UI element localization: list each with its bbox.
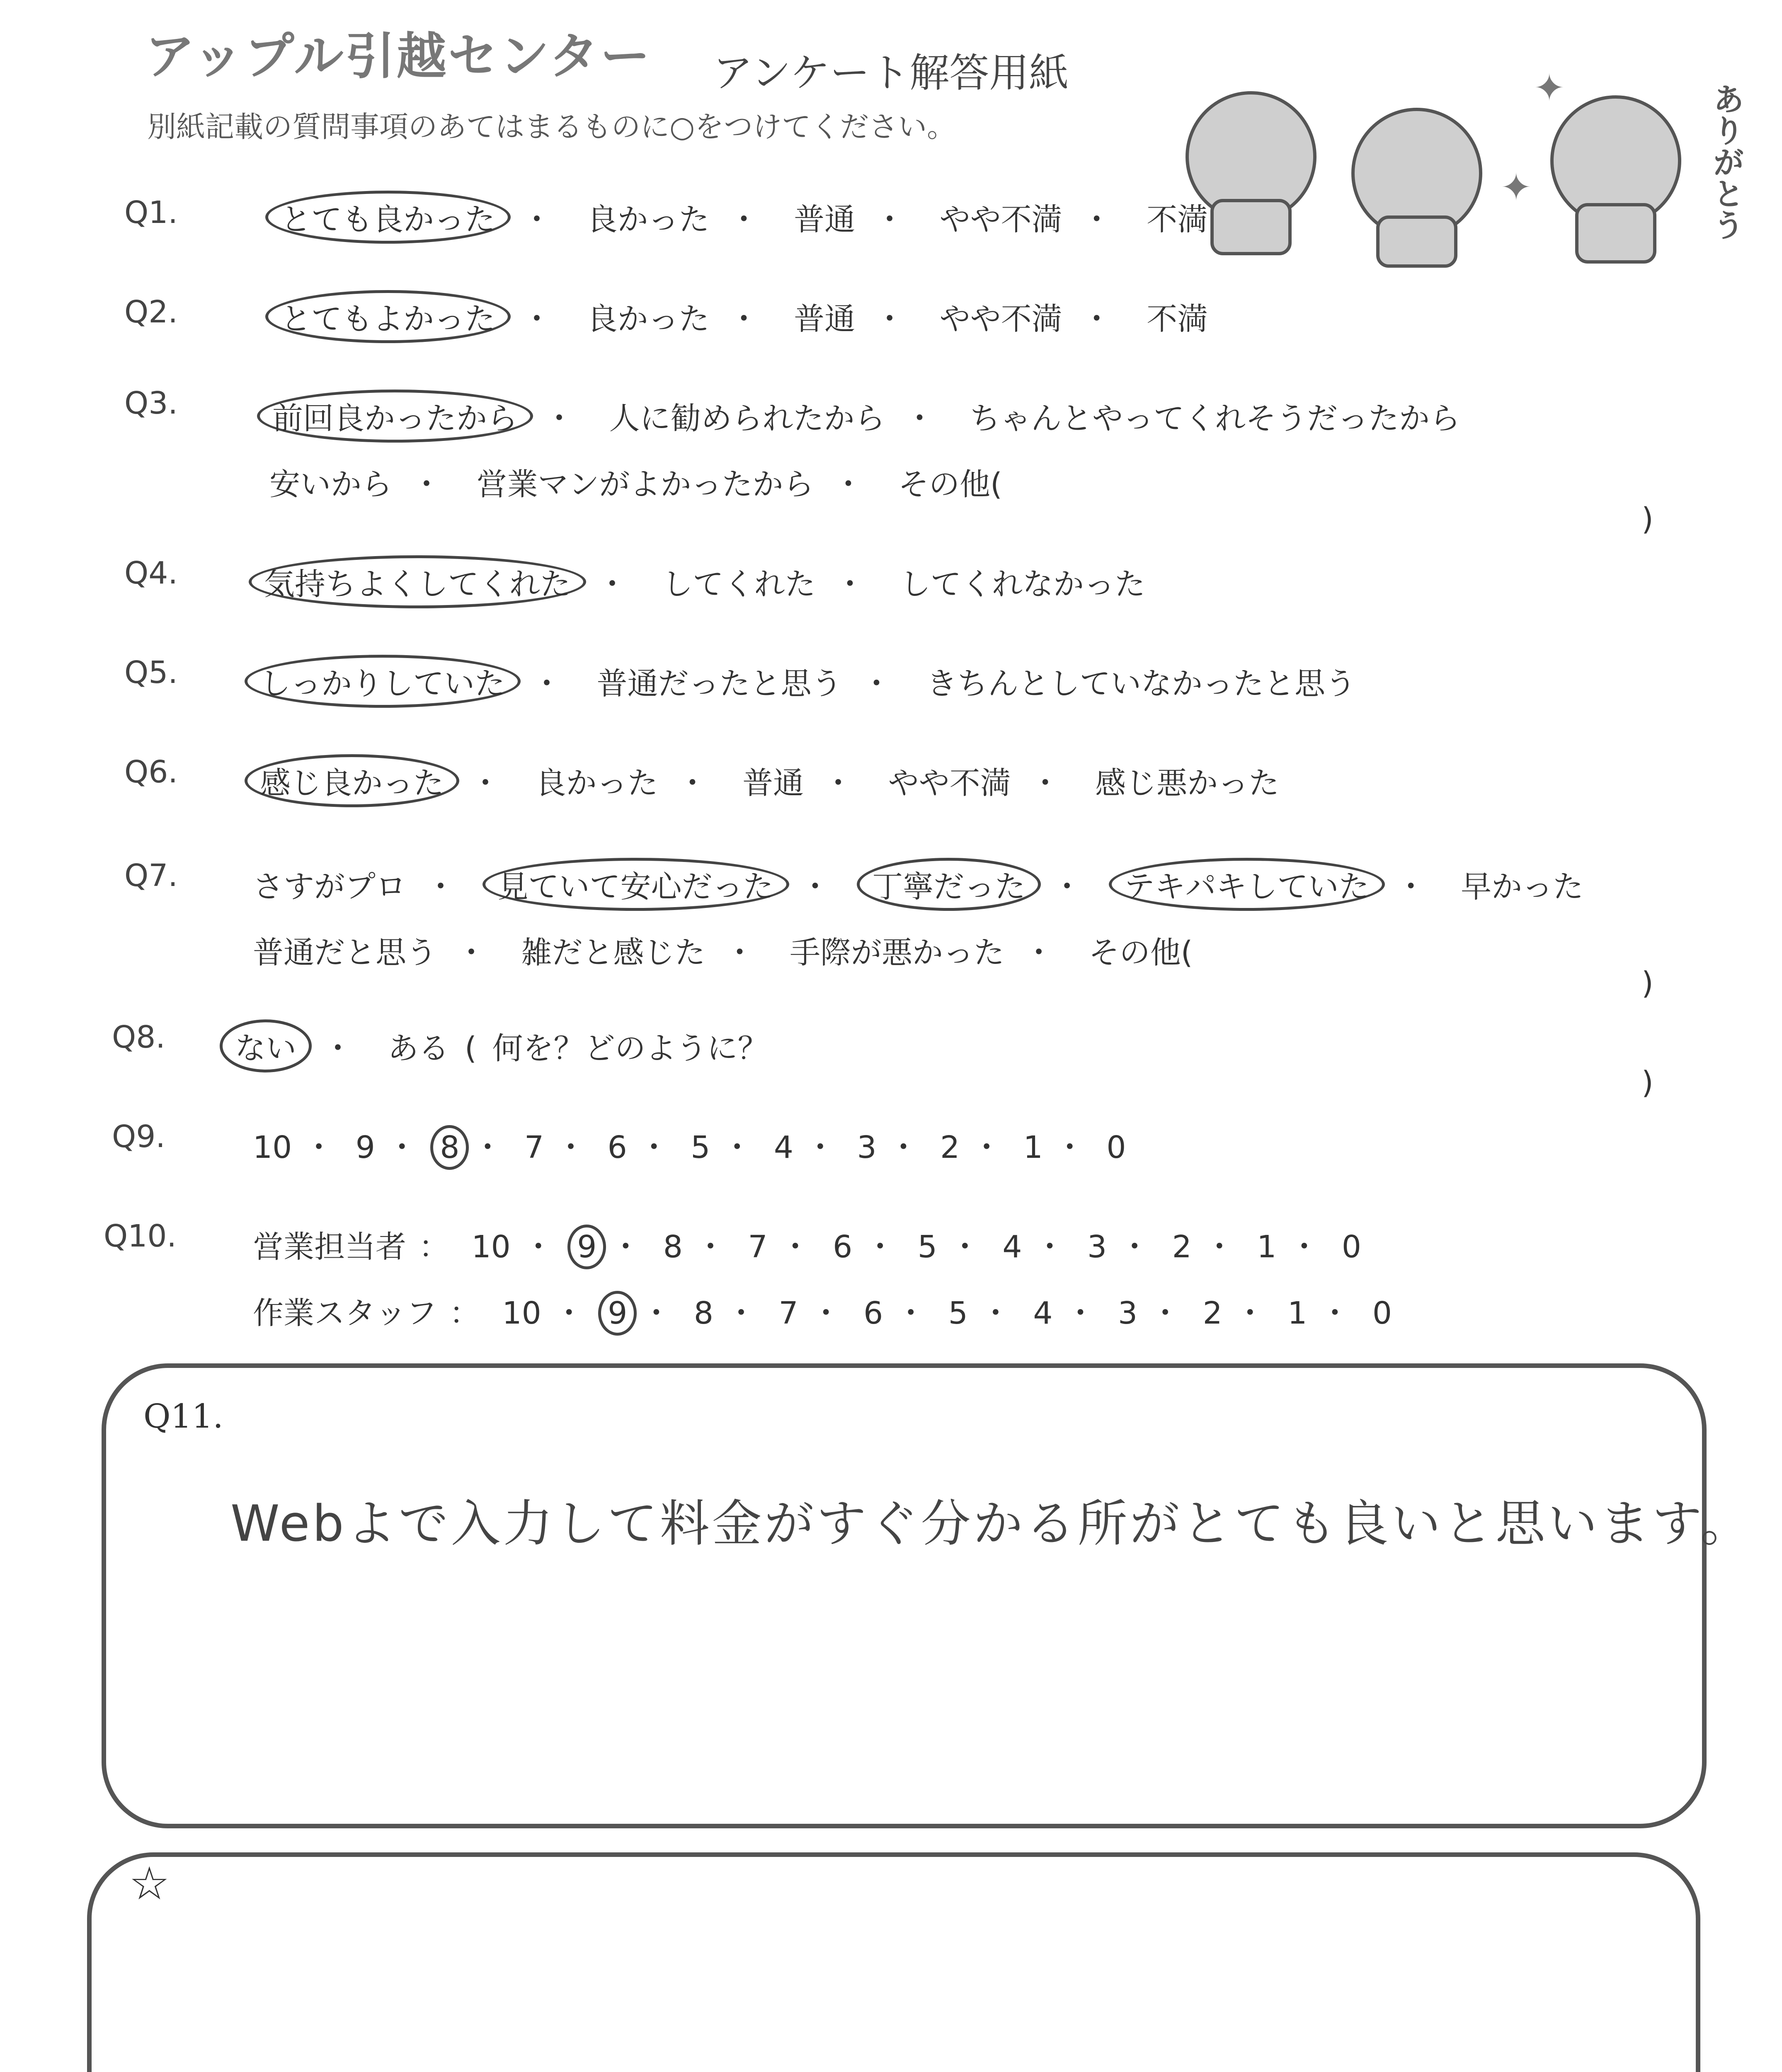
score-option[interactable]: 7 [778, 1295, 798, 1331]
question-q1: Q1. とても良かった ・ 良かった ・ 普通 ・ やや不満 ・ 不満 [0, 186, 1782, 236]
option[interactable]: 良かった [587, 202, 710, 237]
option[interactable]: してくれた [662, 566, 816, 602]
option[interactable]: 不満 [1147, 202, 1208, 237]
score-option[interactable]: 3 [857, 1130, 877, 1165]
score-option[interactable]: 10 [471, 1229, 511, 1265]
option[interactable]: 不満 [1147, 301, 1208, 337]
question-label: Q9. [112, 1119, 165, 1155]
score-option[interactable]: 1 [1023, 1130, 1043, 1165]
q11-handwritten-answer: Webよで入力して料金がすぐ分かる所がとても良いと思います。 [230, 1495, 1753, 1553]
question-q4: Q4. 気持ちよくしてくれた ・ してくれた ・ してくれなかった [0, 551, 1782, 601]
option-selected[interactable]: とてもよかった [265, 290, 511, 343]
option-selected[interactable]: 前回良かったから [257, 390, 533, 443]
close-paren: ) [1641, 501, 1654, 537]
option[interactable]: 普通 [742, 765, 804, 801]
score-option[interactable]: 8 [693, 1295, 713, 1331]
option[interactable]: 人に勧められたから [609, 401, 885, 436]
question-label: Q8. [112, 1019, 165, 1055]
score-option[interactable]: 8 [663, 1229, 683, 1265]
option[interactable]: 雑だと感じた [521, 935, 706, 971]
q10-row-label: 作業スタッフ [253, 1295, 437, 1331]
option[interactable]: 普通だと思う [253, 935, 437, 971]
question-q2: Q2. とてもよかった ・ 良かった ・ 普通 ・ やや不満 ・ 不満 [0, 286, 1782, 336]
option[interactable]: 安いから [269, 467, 392, 502]
score-option[interactable]: 1 [1287, 1295, 1307, 1331]
score-option[interactable]: 9 [355, 1130, 375, 1165]
option[interactable]: 感じ悪かった [1095, 765, 1280, 801]
question-label: Q6. [124, 754, 178, 790]
score-option[interactable]: 10 [502, 1295, 541, 1331]
option-selected[interactable]: しっかりしていた [245, 655, 521, 708]
score-option[interactable]: 0 [1372, 1295, 1392, 1331]
free-comment-box[interactable] [87, 1852, 1700, 2072]
score-option-selected[interactable]: 9 [598, 1291, 637, 1336]
sparkle-icon: ✦ [1534, 66, 1565, 110]
option-selected[interactable]: 丁寧だった [857, 858, 1041, 911]
score-option[interactable]: 2 [940, 1130, 960, 1165]
form-subtitle: アンケート解答用紙 [713, 50, 1069, 96]
question-label: Q3. [124, 385, 178, 421]
option-selected[interactable]: とても良かった [265, 191, 511, 244]
option-selected[interactable]: 感じ良かった [245, 754, 459, 807]
score-option[interactable]: 1 [1257, 1229, 1277, 1265]
mascot-thanks-text: ありがとう [1708, 83, 1745, 240]
option[interactable]: その他( [898, 467, 1002, 502]
star-icon: ☆ [129, 1857, 170, 1910]
option[interactable]: きちんとしていなかったと思う [926, 666, 1356, 702]
score-option[interactable]: 0 [1341, 1229, 1361, 1265]
score-option-selected[interactable]: 9 [567, 1225, 606, 1269]
option[interactable]: その他( [1089, 935, 1193, 971]
form-instruction: 別紙記載の質問事項のあてはまるものに○をつけてください。 [147, 110, 956, 144]
question-label: Q5. [124, 655, 178, 690]
option-selected[interactable]: 気持ちよくしてくれた [249, 555, 586, 608]
option[interactable]: やや不満 [939, 202, 1062, 237]
question-q10: Q10. 営業担当者 ： 10 ・ 9 ・ 8 ・ 7 ・ 6 ・ 5 ・ 4 ・ 3 ・ 2 ・ 1 ・ 0 作業スタッフ ： 10 ・ 9 ・ 8 ・ 7 ・ 6 ・ 5 ・ 4 ・ 3 ・ 2 ・ 1 ・ 0 [0, 1214, 1782, 1355]
option[interactable]: 早かった [1461, 869, 1584, 905]
question-label: Q1. [124, 195, 178, 230]
question-q6: Q6. 感じ良かった ・ 良かった ・ 普通 ・ やや不満 ・ 感じ悪かった [0, 750, 1782, 800]
question-q8: Q8. ない ・ ある ( 何を？どのように？ ) [112, 1019, 1654, 1101]
q11-label: Q11. [143, 1397, 223, 1435]
option[interactable]: さすがプロ [253, 869, 406, 905]
option-selected[interactable]: 見ていて安心だった [482, 858, 789, 911]
option-selected[interactable]: テキパキしていた [1109, 858, 1385, 911]
question-label: Q10. [104, 1218, 177, 1254]
score-option[interactable]: 5 [691, 1130, 710, 1165]
question-label: Q4. [124, 555, 178, 591]
score-option[interactable]: 0 [1106, 1130, 1126, 1165]
option[interactable]: 普通 [794, 202, 856, 237]
score-option[interactable]: 7 [524, 1130, 544, 1165]
score-option[interactable]: 6 [863, 1295, 883, 1331]
close-paren: ) [1641, 966, 1654, 1001]
score-option[interactable]: 5 [948, 1295, 968, 1331]
score-option-selected[interactable]: 8 [430, 1125, 469, 1170]
option[interactable]: 普通 [794, 301, 856, 337]
option-selected[interactable]: ない [220, 1019, 312, 1072]
score-option[interactable]: 6 [607, 1130, 627, 1165]
score-option[interactable]: 3 [1118, 1295, 1138, 1331]
option[interactable]: ある ( 何を？どのように？ [388, 1031, 769, 1066]
option[interactable]: やや不満 [888, 765, 1011, 801]
score-option[interactable]: 7 [748, 1229, 768, 1265]
question-q7: Q7. さすがプロ ・ 見ていて安心だった ・ 丁寧だった ・ テキパキしていた ・ 早かった 普通だと思う ・ 雑だと感じた ・ 手際が悪かった ・ その他( ) [124, 858, 1654, 1001]
q10-row-label: 営業担当者 [253, 1229, 406, 1265]
option[interactable]: 良かった [587, 301, 710, 337]
q11-answer-box[interactable] [102, 1363, 1753, 1828]
score-option[interactable]: 2 [1172, 1229, 1192, 1265]
score-option[interactable]: 3 [1087, 1229, 1107, 1265]
score-option[interactable]: 5 [917, 1229, 937, 1265]
question-label: Q7. [124, 858, 178, 893]
score-option[interactable]: 2 [1203, 1295, 1222, 1331]
option[interactable]: 普通だったと思う [596, 666, 842, 702]
score-option[interactable]: 10 [253, 1130, 292, 1165]
question-q3: Q3. 前回良かったから ・ 人に勧められたから ・ ちゃんとやってくれそうだったから 安いから ・ 営業マンがよかったから ・ その他( ) [124, 385, 1654, 537]
question-label: Q2. [124, 294, 178, 330]
question-q5: Q5. しっかりしていた ・ 普通だったと思う ・ きちんとしていなかったと思う [0, 646, 1782, 696]
option[interactable]: 手際が悪かった [790, 935, 1005, 971]
close-paren: ) [1641, 1065, 1654, 1101]
score-option[interactable]: 4 [1002, 1229, 1022, 1265]
option[interactable]: ちゃんとやってくれそうだったから [970, 401, 1461, 436]
option[interactable]: してくれなかった [900, 566, 1146, 602]
question-q9: Q9. 10 ・ 9 ・ 8 ・ 7 ・ 6 ・ 5 ・ 4 ・ 3 ・ 2 ・ 1 ・ 0 [0, 1115, 1782, 1164]
score-option[interactable]: 4 [1033, 1295, 1053, 1331]
score-option[interactable]: 6 [833, 1229, 853, 1265]
option[interactable]: 良かった [535, 765, 658, 801]
sparkle-icon: ✦ [1501, 166, 1532, 209]
score-option[interactable]: 4 [773, 1130, 793, 1165]
form-title: アップル引越センター [145, 28, 652, 85]
option[interactable]: やや不満 [939, 301, 1062, 337]
option[interactable]: 営業マンがよかったから [476, 467, 814, 502]
